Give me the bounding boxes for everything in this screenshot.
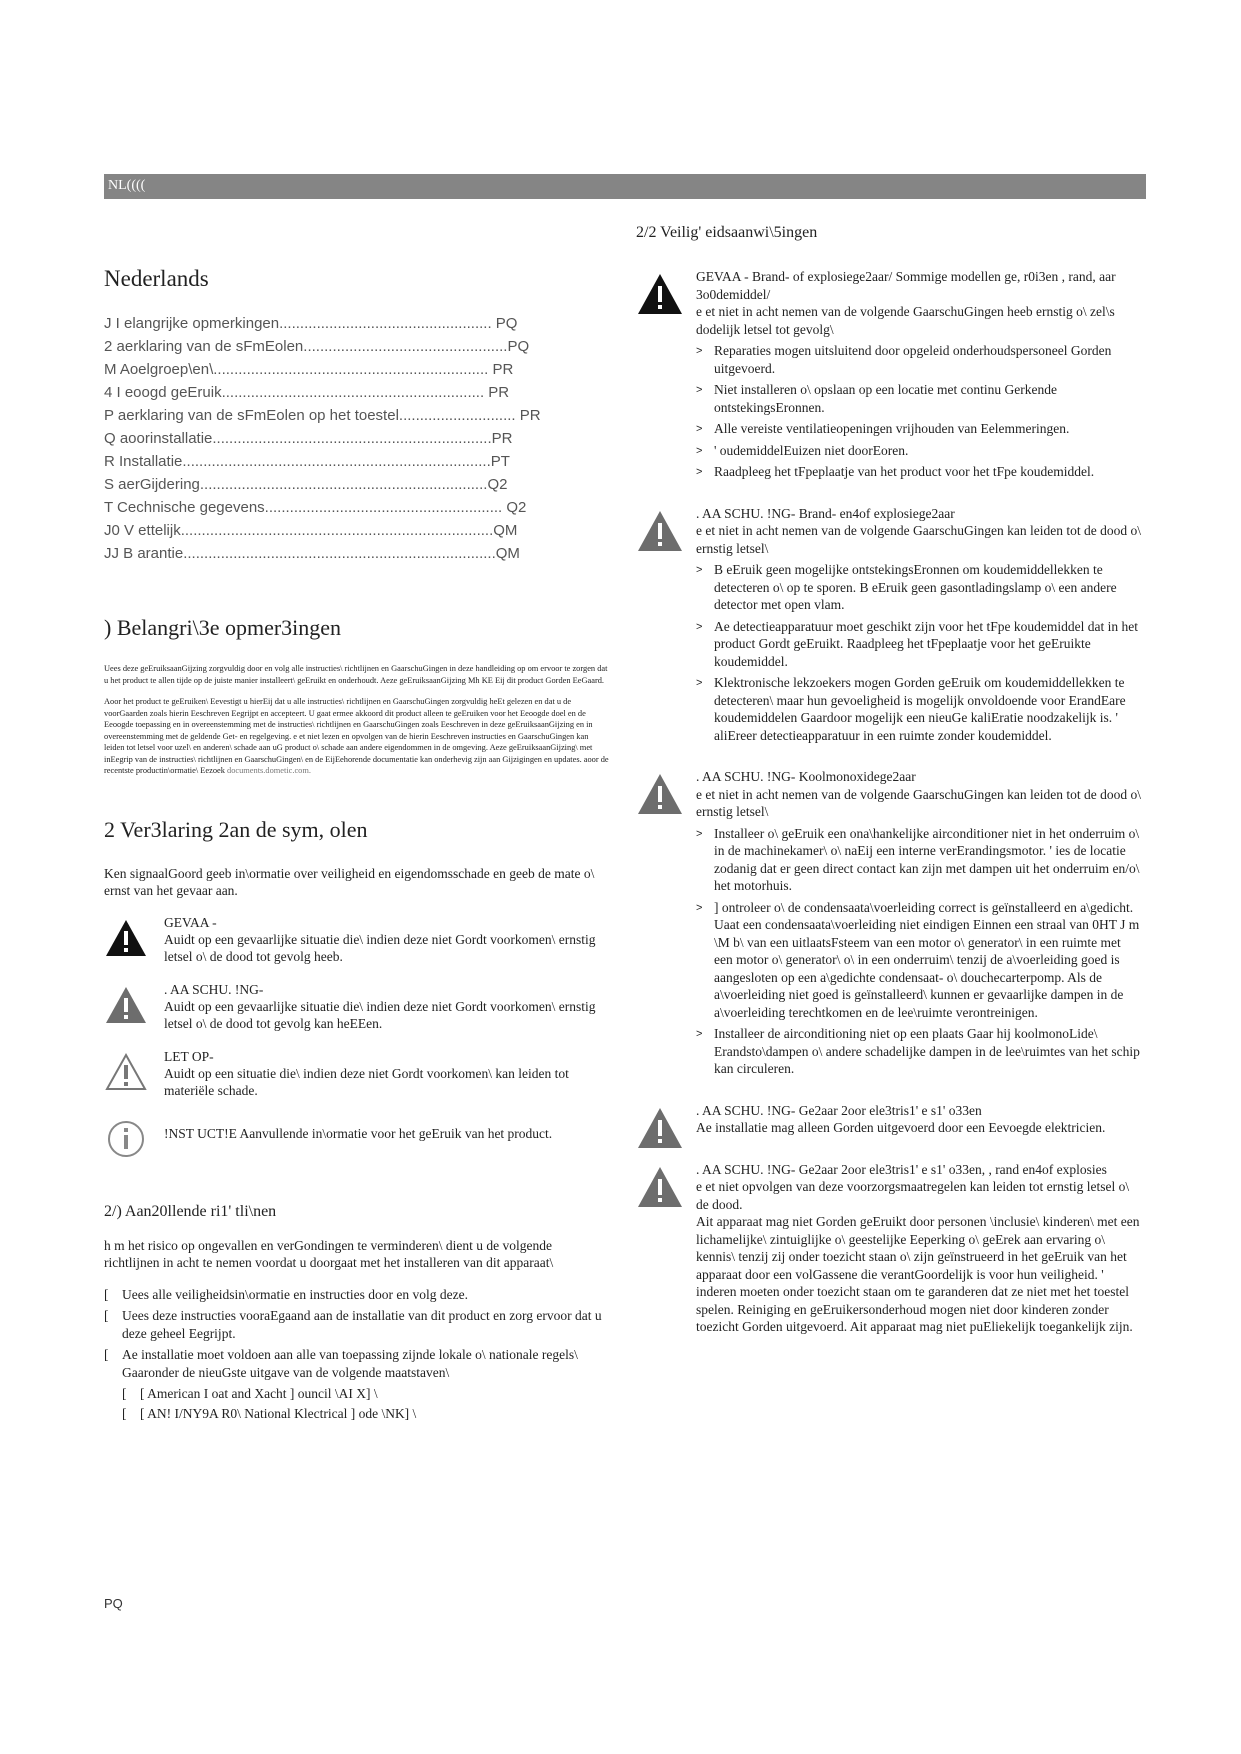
symbol-warning: [104, 981, 609, 1032]
list-item-text: Ae installatie moet voldoen aan alle van toepassing zijnde lokale o\ nationale regels\ Gaaronder de nieuGste uitgave van de volgende maatstaven\: [122, 1347, 578, 1380]
warning-icon: [104, 985, 148, 1025]
symbol-text: Auidt op een situatie die\ indien deze niet Gordt voorkomen\ kan leiden tot materiële schade.: [164, 1065, 569, 1098]
info-icon: [104, 1119, 148, 1159]
warning-block: [636, 505, 1141, 745]
warning-bullets: [696, 825, 1141, 1078]
guidelines-list: [104, 1286, 609, 1423]
symbol-caution: [104, 1048, 609, 1099]
warning-intro: e et niet in acht nemen van de volgende GaarschuGingen heeb ernstig o\ zel\s dodelijk letsel tot gevolg\: [696, 304, 1115, 337]
toc-item[interactable]: JJ B arantie...........................................................................QM: [104, 545, 520, 562]
warning-intro: e et niet in acht nemen van de volgende GaarschuGingen kan leiden tot de dood o\ ernstig letsel\: [696, 786, 1141, 819]
toc-item[interactable]: J I elangrijke opmerkingen................................................... PQ: [104, 315, 518, 332]
language-tag: NL((((: [108, 178, 146, 193]
list-item: [ Uees deze instructies vooraEgaand aan de installatie van dit product en zorg ervoor dat u deze geheel Eegrijpt.: [104, 1307, 609, 1342]
guidelines-intro: h m het risico op ongevallen en verGondingen te verminderen\ dient u de volgende richtlijnen in acht te nemen voordat u doorgaat met het installeren van dit apparaat\: [104, 1237, 554, 1270]
danger-warning-icon: [104, 918, 148, 958]
warning-icon: [636, 772, 684, 816]
symbol-instruction: [104, 1115, 609, 1169]
important-notes-para-1: Uees deze geEruiksaanGijzing zorgvuldig door en volg alle instructies\ richtlijnen en GaarschuGingen in deze handleiding op om ervoor te zorgen dat u het product te allen tijde op de juiste manier installeert\ geEruikt en onderhoudt. Aeze geEruiksaanGijzing Mh KE Eij dit product Gorden EeGaard.: [104, 664, 608, 685]
section-title-important-notes: ) Belangri\3e opmer3ingen: [104, 615, 342, 640]
sub-list-item: [ [ American I oat and Xacht ] ouncil \AI X] \: [122, 1385, 609, 1403]
toc-item[interactable]: M Aoelgroep\en\.................................................................. PR: [104, 361, 514, 378]
warning-icon: [636, 509, 684, 553]
warning-extra: Ait apparaat mag niet Gorden geEruikt door personen \inclusie\ kinderen\ met een lichamelijke\ zintuiglijke o\ geestelijke Eeperking o\ geErek aan ervaring o\ kennis\ tenzij zij onder toezicht staan o\ zijn geïnstrueerd in het geEruik van het apparaat door een volGassene die verantGoordelijk is voor hun veiligheid. ' inderen moeten onder toezicht staan om te garanderen dat ze niet met het toestel spelen. Reiniging en geEruikersonderhoud mogen niet door kinderen zonder toezicht Gorden uitgevoerd. Ait apparaat mag niet puEliekelijk toegankelijk zijn.: [696, 1214, 1140, 1334]
toc-item[interactable]: P aerklaring van de sFmEolen op het toestel............................ PR: [104, 407, 541, 424]
warning-title: GEVAA - Brand- of explosiege2aar/ Sommige modellen ge, r0i3en , rand, aar 3o0demiddel/: [696, 269, 1116, 302]
bullet-item: > Raadpleeg het tFpeplaatje van het product voor het tFpe koudemiddel.: [696, 463, 1141, 481]
bullet-item: > Installeer de airconditioning niet op een plaats Gaar hij koolmonoLide\ Erandsto\dampen o\ andere schadelijke dampen in de lee\ruimtes van het schip kan circuleren.: [696, 1025, 1141, 1078]
toc-item[interactable]: T Cechnische gegevens......................................................... Q2: [104, 499, 527, 516]
symbol-text: Aanvullende in\ormatie voor het geEruik van het product.: [239, 1125, 553, 1141]
bullet-item: > Niet installeren o\ opslaan op een locatie met continu Gerkende ontstekingsEronnen.: [696, 381, 1141, 416]
warning-block: [636, 1102, 1141, 1137]
list-item: [104, 1346, 609, 1422]
warning-icon: [636, 1106, 684, 1150]
symbols-intro: Ken signaalGoord geeb in\ormatie over veiligheid en eigendomsschade en geeb de mate o\ ernst van het gevaar aan.: [104, 865, 595, 898]
list-item: [ Uees alle veiligheidsin\ormatie en instructies door en volg deze.: [104, 1286, 609, 1304]
symbol-danger: [104, 914, 609, 965]
language-title: Nederlands: [104, 266, 209, 291]
bullet-item: > ] ontroleer o\ de condensaata\voerleiding correct is geïnstalleerd en a\gedicht. Uaat een condensaata\voerleiding niet eindigen Einnen een straal van 0HT J m \M b\ van een uitlaatsFsteem van een motor o\ generator\ in een ruimte met een motor o\ generator\ o\ in een onderruim\ tenzij de a\voerleiding goed is aangesloten op een a\gedichte condensaat- o\ douchecarterpomp. Als de a\voerleiding niet goed is geïnstalleerd\ kunnen er gevaarlijke dampen in de a\voerleiding terechtkomen en de lee\ruimte verontreinigen.: [696, 899, 1141, 1022]
bullet-item: > Ae detectieapparatuur moet geschikt zijn voor het tFpe koudemiddel dat in het product Gordt geEruikt. Raadpleeg het tFpeplaatje voor het geEruikte koudemiddel.: [696, 618, 1141, 671]
symbol-text: Auidt op een gevaarlijke situatie die\ indien deze niet Gordt voorkomen\ ernstig letsel o\ de dood tot gevolg kan heEEen.: [164, 998, 596, 1031]
page-number: PQ: [104, 1596, 123, 1611]
left-column: [104, 260, 609, 1426]
bullet-item: > Reparaties mogen uitsluitend door opgeleid onderhoudspersoneel Gorden uitgevoerd.: [696, 342, 1141, 377]
symbol-text: Auidt op een gevaarlijke situatie die\ indien deze niet Gordt voorkomen\ ernstig letsel o\ de dood tot gevolg heeb.: [164, 931, 596, 964]
warning-icon: [636, 1165, 684, 1209]
bullet-item: > Installeer o\ geEruik een ona\hankelijke airconditioner niet in het onderruim o\ in de machinekamer\ o\ naEij een interne verErandingsmotor. ' ies de locatie zodanig dat er geen direct contact kan zijn met dampen uit het onderruim en/o\ het motorhuis.: [696, 825, 1141, 895]
section-title-symbols: 2 Ver3laring 2an de sym, olen: [104, 816, 368, 842]
warning-intro: e et niet in acht nemen van de volgende GaarschuGingen kan leiden tot de dood o\ ernstig letsel\: [696, 523, 1141, 556]
warning-title: . AA SCHU. !NG- Ge2aar 2oor ele3tris1' e s1' o33en: [696, 1102, 982, 1118]
warning-bullets: [696, 342, 1141, 481]
section-title-additional-guidelines: 2/) Aan20llende ri1' tli\nen: [104, 1202, 277, 1220]
warning-block: [636, 1161, 1141, 1336]
bullet-item: > B eEruik geen mogelijke ontstekingsEronnen om koudemiddellekken te detecteren o\ op te sporen. B eEruik geen gasontladingslamp o\ een andere detector met open vlam.: [696, 561, 1141, 614]
important-notes-para-2: [104, 696, 609, 777]
symbol-label: GEVAA -: [164, 914, 217, 930]
toc-item[interactable]: R Installatie..........................................................................PT: [104, 453, 510, 470]
toc-item[interactable]: Q aoorinstallatie...................................................................PR: [104, 430, 513, 447]
warning-intro: e et niet opvolgen van deze voorzorgsmaatregelen kan leiden tot ernstig letsel o\ de dood.: [696, 1179, 1130, 1212]
warning-intro: Ae installatie mag alleen Gorden uitgevoerd door een Eevoegde elektricien.: [696, 1120, 1106, 1135]
bullet-item: > ' oudemiddelEuizen niet doorEoren.: [696, 442, 1141, 460]
important-notes-para-2-text: Aoor het product te geEruiken\ Eevestigt u hierEij dat u alle instructies\ richtlijnen en GaarschuGingen zorgvuldig heEt gelezen en dat u de voorGaarden zoals hierin Eeschreven Eegrijpt en accepteert. U gaat ermee akkoord dit product alleen te geEruiken voor het Eeoogde doel en de Eeoogde toepassing en in overeenstemming met de instructies\ richtlijnen en GaarschuGingen zoals Eeschreven in deze geEruiksaanGijzing en in overeenstemming met de geldende Get- en regelgeving. e et niet lezen en opvolgen van de hierin Eeschreven instructies en GaarschuGingen kan leiden tot letsel voor uzel\ en anderen\ schade aan uG product o\ schade aan andere eigendommen in de omgeving. Aeze geEruiksaanGijzing\ met inEegrip van de instructies\ richtlijnen en GaarschuGingen\ en de EijEehorende documentatie kan onderhevig zijn aan Gijzigingen en updates. aoor de recentste productin\ormatie\ Eezoek: [104, 697, 609, 775]
symbol-label: !NST UCT!E: [164, 1125, 237, 1141]
sub-list-item: [ [ AN! I/NY9A R0\ National Klectrical ] ode \NK] \: [122, 1405, 609, 1423]
toc-item[interactable]: J0 V ettelijk...........................................................................QM: [104, 522, 518, 539]
documents-link[interactable]: documents.dometic.com.: [227, 766, 311, 775]
warning-bullets: [696, 561, 1141, 744]
standards-sublist: [122, 1385, 609, 1422]
symbol-label: . AA SCHU. !NG-: [164, 981, 264, 997]
table-of-contents: [104, 312, 609, 565]
header-bar: [104, 174, 1146, 199]
bullet-item: > Alle vereiste ventilatieopeningen vrijhouden van Eelemmeringen.: [696, 420, 1141, 438]
caution-icon: [104, 1052, 148, 1092]
warning-title: . AA SCHU. !NG- Koolmonoxidege2aar: [696, 769, 916, 784]
warning-title: . AA SCHU. !NG- Ge2aar 2oor ele3tris1' e s1' o33en, , rand en4of explosies: [696, 1161, 1107, 1177]
warning-block: [636, 768, 1141, 1078]
right-column: [636, 224, 1141, 1350]
toc-item[interactable]: 4 I eoogd geEruik............................................................... PR: [104, 384, 510, 401]
warning-block: [636, 268, 1141, 481]
toc-item[interactable]: 2 aerklaring van de sFmEolen.................................................PQ: [104, 338, 530, 355]
danger-warning-icon: [636, 272, 684, 316]
warning-title: . AA SCHU. !NG- Brand- en4of explosiege2aar: [696, 505, 955, 521]
bullet-item: > Klektronische lekzoekers mogen Gorden geEruik om koudemiddellekken te detecteren\ maar hun gevoeligheid is mogelijk onvoldoende voor ErandEare koudemiddelen Gaardoor mogelijk een nieuGe kaliEratie noodzakelijk is. ' aliEreer detectieapparatuur in een ruimte zonder koudemiddel.: [696, 674, 1141, 744]
toc-item[interactable]: S aerGijdering.....................................................................Q2: [104, 476, 508, 493]
symbol-label: LET OP-: [164, 1048, 214, 1064]
section-title-safety: 2/2 Veilig' eidsaanwi\5ingen: [636, 224, 818, 241]
